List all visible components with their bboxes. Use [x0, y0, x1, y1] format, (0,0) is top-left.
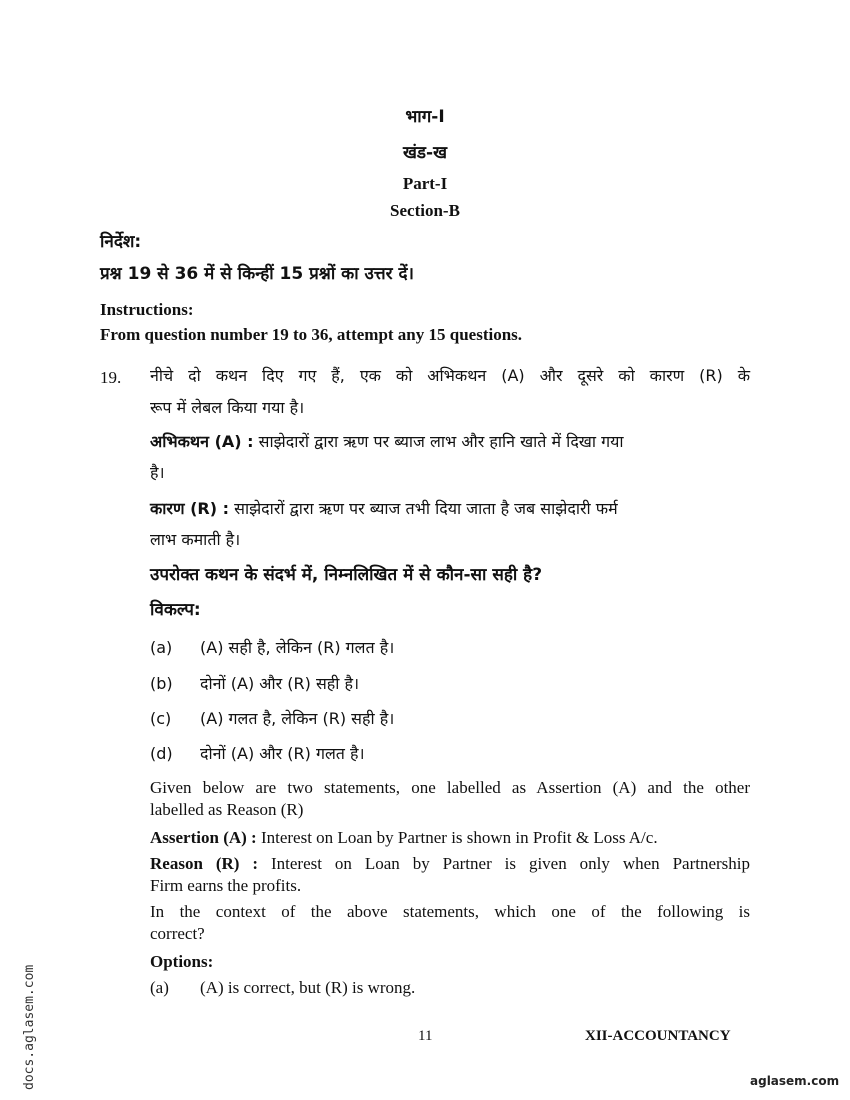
hindi-prompt: उपरोक्त कथन के संदर्भ में, निम्नलिखित में से कौन-सा सही है?	[150, 565, 543, 585]
english-assertion	[150, 826, 750, 849]
hindi-section-heading: खंड-ख	[403, 143, 447, 163]
english-instructions-label: Instructions:	[100, 300, 194, 319]
option-text: दोनों (A) और (R) सही है।	[200, 674, 360, 693]
english-option-a	[150, 976, 415, 999]
english-assertion-label: Assertion (A) :	[150, 828, 257, 847]
english-intro-line2: labelled as Reason (R)	[150, 800, 304, 819]
option-label: (a)	[150, 638, 173, 657]
english-prompt-line2: correct?	[150, 924, 205, 943]
hindi-reason-line2: लाभ कमाती है।	[150, 530, 241, 549]
english-section-heading: Section-B	[390, 201, 460, 220]
option-text: (A) गलत है, लेकिन (R) सही है।	[200, 709, 395, 728]
hindi-option-d	[150, 742, 365, 765]
hindi-reason-label: कारण (R) :	[150, 499, 230, 518]
subject-label: XII-ACCOUNTANCY	[585, 1028, 731, 1044]
option-label: (d)	[150, 744, 173, 763]
hindi-part-heading: भाग-I	[405, 107, 445, 127]
hindi-intro-line2: रूप में लेबल किया गया है।	[150, 398, 305, 417]
english-assertion-text: Interest on Loan by Partner is shown in Profit & Loss A/c.	[260, 828, 658, 847]
hindi-instructions-label: निर्देश:	[100, 232, 142, 252]
option-label: (c)	[150, 709, 172, 728]
english-part-heading: Part-I	[402, 174, 448, 193]
english-instructions-text: From question number 19 to 36, attempt any 15 questions.	[100, 325, 523, 344]
hindi-options-label: विकल्प:	[150, 600, 201, 620]
page-number: 11	[418, 1028, 433, 1044]
english-prompt-line1: In the context of the above statements, which one of the following is	[150, 902, 750, 921]
hindi-instructions-text: प्रश्न 19 से 36 में से किन्हीं 15 प्रश्नों का उत्तर दें।	[100, 264, 414, 284]
option-text: (A) is correct, but (R) is wrong.	[200, 978, 416, 997]
english-options-label: Options:	[150, 952, 214, 971]
english-intro-line1: Given below are two statements, one labelled as Assertion (A) and the other	[150, 778, 750, 797]
option-label: (b)	[150, 674, 173, 693]
english-reason-label: Reason (R) :	[150, 854, 259, 873]
question-number: 19.	[100, 368, 122, 387]
hindi-assertion-line1: साझेदारों द्वारा ऋण पर ब्याज लाभ और हानि खाते में दिखा गया	[258, 432, 624, 451]
hindi-reason	[150, 497, 750, 520]
english-reason-line2: Firm earns the profits.	[150, 876, 302, 895]
english-reason	[150, 852, 750, 875]
hindi-assertion-line2: है।	[150, 463, 165, 482]
hindi-option-b	[150, 672, 359, 695]
hindi-reason-line1: साझेदारों द्वारा ऋण पर ब्याज तभी दिया जाता है जब साझेदारी फर्म	[234, 499, 618, 518]
hindi-option-c	[150, 707, 394, 730]
hindi-assertion-label: अभिकथन (A) :	[150, 432, 254, 451]
hindi-option-a	[150, 636, 394, 659]
hindi-assertion	[150, 430, 750, 453]
side-watermark: docs.aglasem.com	[22, 964, 37, 1090]
english-reason-line1: Interest on Loan by Partner is given only when Partnership	[270, 854, 751, 873]
option-label: (a)	[150, 978, 169, 997]
site-watermark: aglasem.com	[750, 1074, 840, 1088]
option-text: दोनों (A) और (R) गलत है।	[200, 744, 365, 763]
hindi-intro-line1: नीचे दो कथन दिए गए हैं, एक को अभिकथन (A) और दूसरे को कारण (R) के	[150, 366, 750, 385]
option-text: (A) सही है, लेकिन (R) गलत है।	[200, 638, 395, 657]
